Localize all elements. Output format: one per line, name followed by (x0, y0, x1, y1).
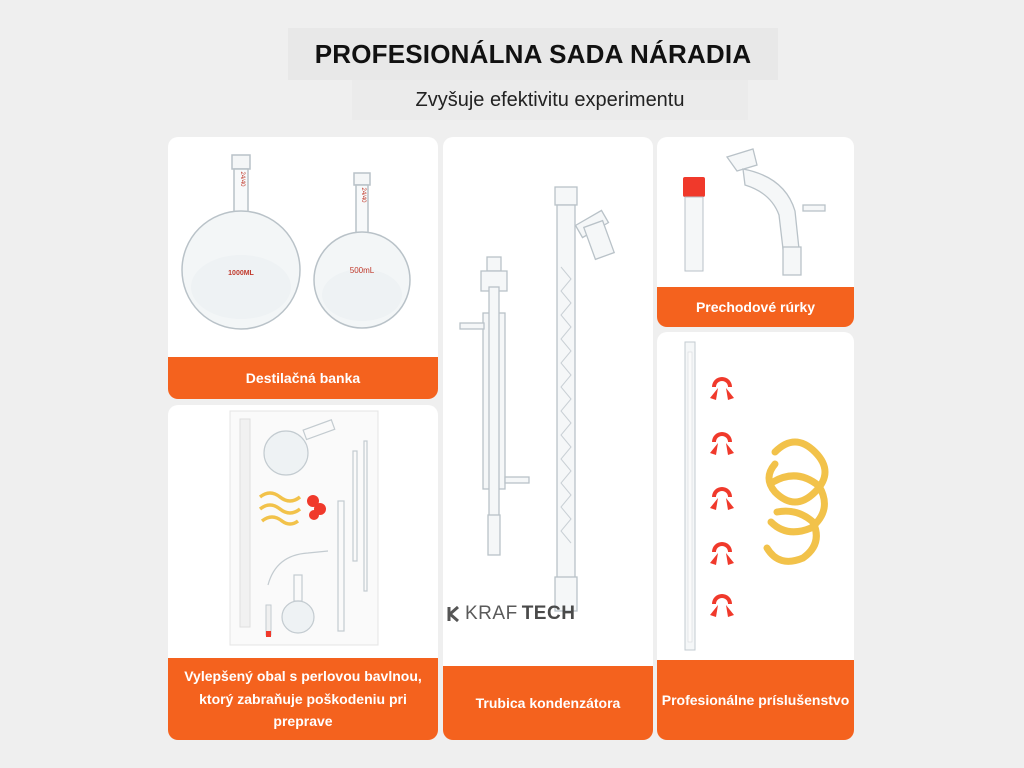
flask-small-volume: 500mL (349, 266, 375, 275)
brand-logo (447, 603, 575, 625)
brand-mark-icon (447, 605, 461, 623)
page-title: PROFESIONÁLNA SADA NÁRADIA (288, 28, 778, 80)
flask-small-joint: 24/40 (360, 187, 366, 203)
flasks-image (168, 137, 438, 357)
card-packaging (168, 405, 438, 740)
adapters-image (657, 137, 854, 287)
card-distillation-flask (168, 137, 438, 399)
card-adapters (657, 137, 854, 327)
accessories-label: Profesionálne príslušenstvo (657, 660, 854, 740)
adapters-label: Prechodové rúrky (657, 287, 854, 327)
distillation-flask-label: Destilačná banka (168, 357, 438, 399)
brand-name-light: KRAF (465, 603, 518, 624)
card-condenser (443, 137, 653, 740)
condenser-image (443, 137, 653, 666)
accessories-image (657, 332, 854, 660)
page-subtitle: Zvyšuje efektivitu experimentu (352, 80, 748, 120)
condenser-label: Trubica kondenzátora (443, 666, 653, 740)
flask-large-joint: 24/40 (239, 171, 245, 187)
packaging-image (168, 405, 438, 658)
card-accessories (657, 332, 854, 740)
brand-name-bold: TECH (521, 603, 576, 624)
flask-large-volume: 1000ML (228, 270, 254, 277)
packaging-label: Vylepšený obal s perlovou bavlnou, ktorý zabraňuje poškodeniu pri preprave (168, 658, 438, 740)
